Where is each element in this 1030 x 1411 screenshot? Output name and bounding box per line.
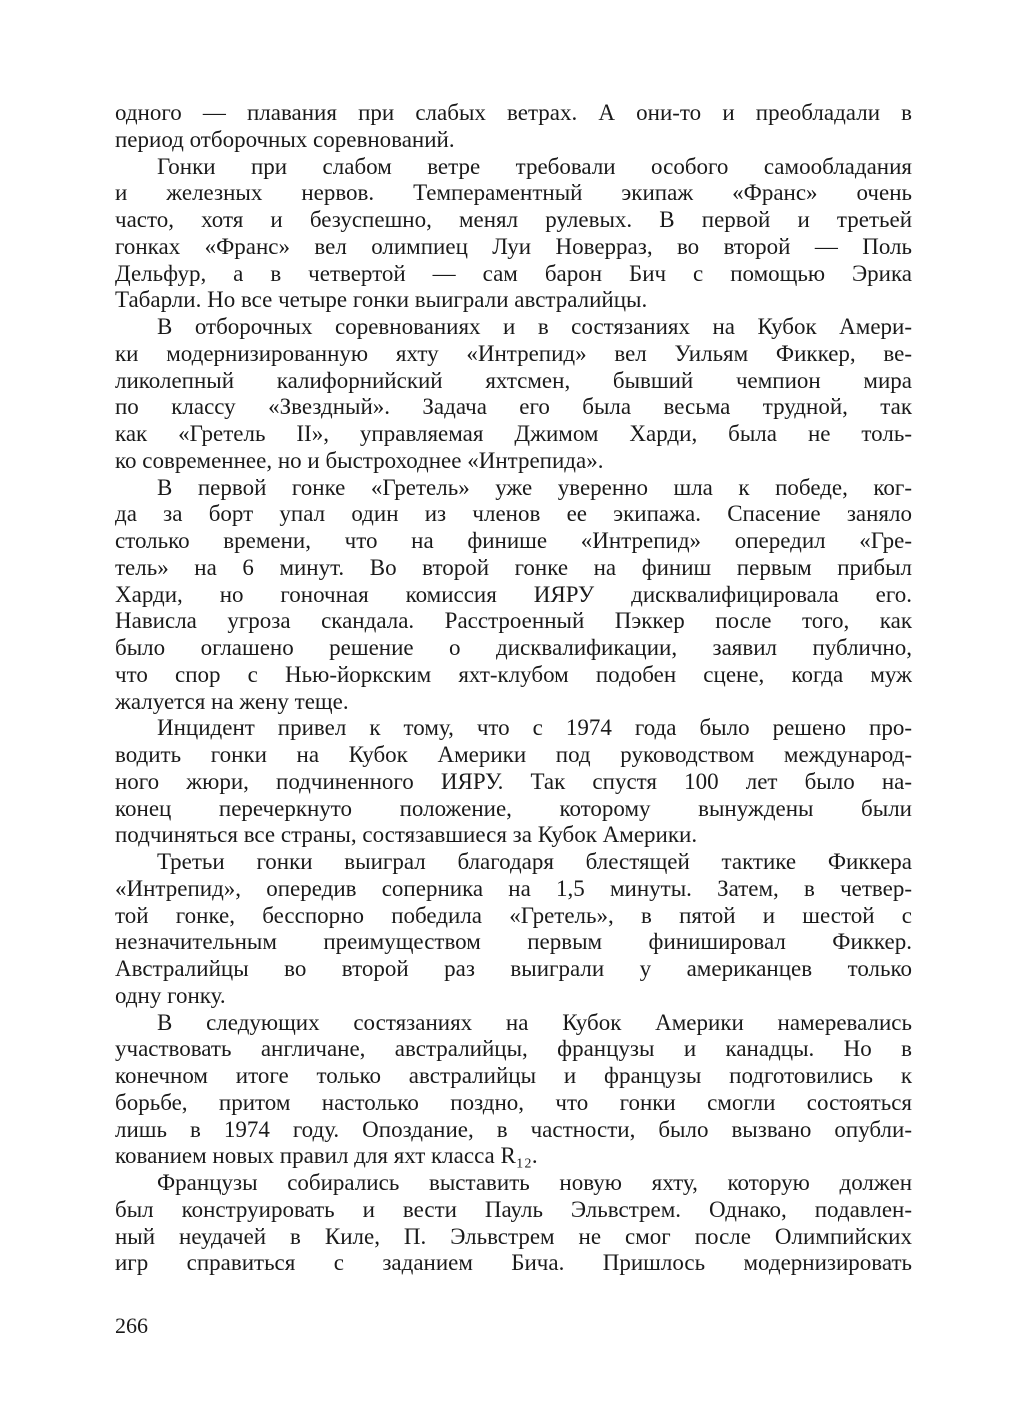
text-line: одного — плавания при слабых ветрах. А они-то и преобладали в <box>115 100 912 125</box>
text-line: В следующих состязаниях на Кубок Америки намеревались <box>157 1009 912 1035</box>
text-line: Харди, но гоночная комиссия ИЯРУ дисквалифицировала его. <box>115 581 912 607</box>
text-line: В первой гонке «Гретель» уже уверенно шла к победе, ког- <box>157 474 912 500</box>
text-line: тель» на 6 минут. Во второй гонке на финиш первым прибыл <box>115 554 912 580</box>
paragraph <box>115 314 912 475</box>
page-body <box>115 100 912 1277</box>
text-line: водить гонки на Кубок Америки под руководством международ- <box>115 742 912 767</box>
text-line: Третьи гонки выиграл благодаря блестящей тактике Фиккера <box>157 849 912 874</box>
text-line: конечном итоге только австралийцы и французы подготовились к <box>115 1063 912 1088</box>
text-line: ко современнее, но и быстроходнее «Интрепида». <box>115 447 604 473</box>
text-line: был конструировать и вести Пауль Эльвстрем. Однако, подавлен- <box>115 1196 912 1222</box>
paragraph <box>115 475 912 716</box>
text-line: гонках «Франс» вел олимпиец Луи Новерраз, во второй — Поль <box>115 233 912 259</box>
text-line: незначительным преимуществом первым финишировал Фиккер. <box>115 929 912 955</box>
text-line: период отборочных соревнований. <box>115 126 455 152</box>
text-line: столько времени, что на финише «Интрепид» опередил «Гре- <box>115 528 912 553</box>
text-line: ного жюри, подчиненного ИЯРУ. Так спустя 100 лет было на- <box>115 768 912 794</box>
text-line: Инцидент привел к тому, что с 1974 года было решено про- <box>157 715 912 741</box>
text-line: по классу «Звездный». Задача его была весьма трудной, так <box>115 394 912 420</box>
page-number: 266 <box>115 1313 148 1338</box>
text-line: жалуется на жену теще. <box>115 688 349 714</box>
text-line: кованием новых правил для яхт класса R₁₂. <box>115 1143 538 1169</box>
text-line: «Интрепид», опередив соперника на 1,5 минуты. Затем, в четвер- <box>115 875 912 901</box>
text-line: ликолепный калифорнийский яхтсмен, бывший чемпион мира <box>115 367 912 393</box>
text-line: было оглашено решение о дисквалификации, заявил публично, <box>115 635 912 660</box>
text-line: одну гонку. <box>115 982 226 1008</box>
text-line: борьбе, притом настолько поздно, что гонки смогли состояться <box>115 1089 912 1115</box>
text-line: Нависла угроза скандала. Расстроенный Пэккер после того, как <box>115 608 912 634</box>
text-line: конец перечеркнуто положение, которому вынуждены были <box>115 795 912 821</box>
paragraph <box>115 100 912 154</box>
text-line: да за борт упал один из членов ее экипажа. Спасение заняло <box>115 501 912 527</box>
text-line: часто, хотя и безуспешно, менял рулевых. В первой и третьей <box>115 207 912 232</box>
text-line: ный неудачей в Киле, П. Эльвстрем не смог после Олимпийских <box>115 1223 912 1249</box>
text-line: Гонки при слабом ветре требовали особого самообладания <box>157 153 912 179</box>
text-line: что спор с Нью-йоркским яхт-клубом подобен сцене, когда муж <box>115 661 912 687</box>
text-line: как «Гретель II», управляемая Джимом Харди, была не толь- <box>115 421 912 446</box>
text-line: ки модернизированную яхту «Интрепид» вел Уильям Фиккер, ве- <box>115 340 912 366</box>
text-line: Табарли. Но все четыре гонки выиграли австралийцы. <box>115 287 648 313</box>
text-line: Дельфур, а в четвертой — сам барон Бич с помощью Эрика <box>115 260 912 286</box>
text-line: игр справиться с заданием Бича. Пришлось модернизировать <box>115 1250 912 1276</box>
text-line: и железных нервов. Темпераментный экипаж «Франс» очень <box>115 180 912 206</box>
paragraph <box>115 715 912 849</box>
text-line: участвовать англичане, австралийцы, французы и канадцы. Но в <box>115 1036 912 1062</box>
text-line: подчиняться все страны, состязавшиеся за Кубок Америки. <box>115 822 698 848</box>
text-line: В отборочных соревнованиях и в состязаниях на Кубок Амери- <box>157 314 912 339</box>
text-line: Французы собирались выставить новую яхту, которую должен <box>157 1170 912 1195</box>
paragraph <box>115 1010 912 1171</box>
text-line: Австралийцы во второй раз выиграли у американцев только <box>115 956 912 981</box>
paragraph <box>115 154 912 315</box>
text-line: лишь в 1974 году. Опоздание, в частности, было вызвано опубли- <box>115 1116 912 1142</box>
paragraph <box>115 849 912 1010</box>
paragraph <box>115 1170 912 1277</box>
text-line: той гонке, бесспорно победила «Гретель», в пятой и шестой с <box>115 902 912 928</box>
